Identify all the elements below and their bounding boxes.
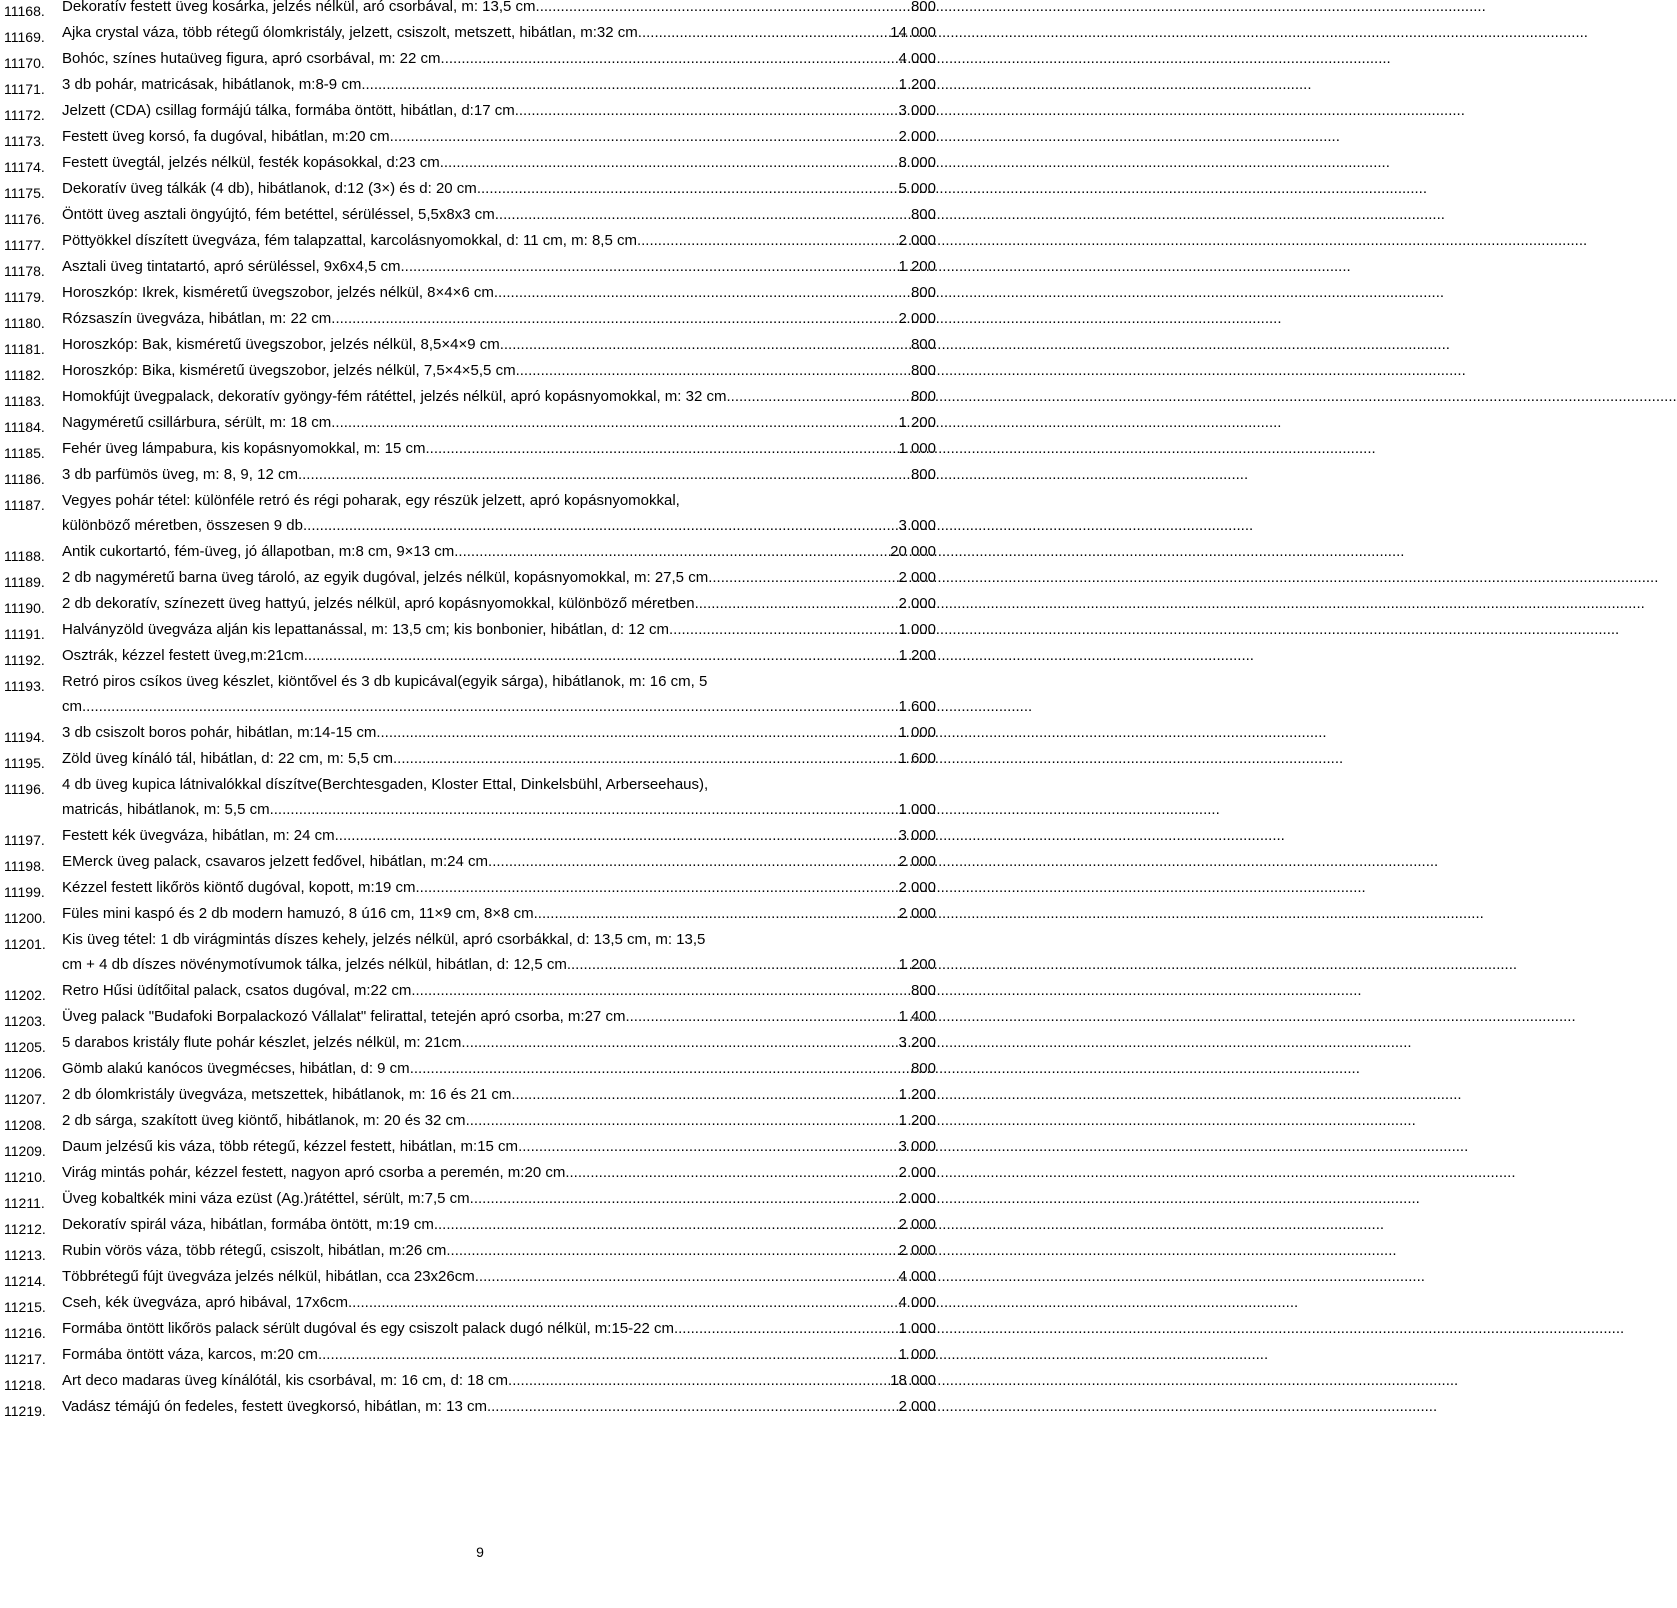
dot-leader bbox=[335, 823, 899, 848]
item-price: 2 000 bbox=[898, 232, 936, 249]
item-description: Festett üveg korsó, fa dugóval, hibátlan, m:20 cm bbox=[62, 128, 390, 145]
item-description: Rózsaszín üvegváza, hibátlan, m: 22 cm bbox=[62, 310, 332, 327]
item-price: 3 000 bbox=[898, 827, 936, 844]
item-description-line bbox=[62, 1108, 936, 1133]
item-price: 3 200 bbox=[898, 1034, 936, 1051]
item-description-line bbox=[62, 617, 936, 642]
item-description-line bbox=[62, 952, 936, 977]
item-number: 11214. bbox=[4, 1273, 46, 1289]
dot-leader bbox=[441, 46, 899, 71]
item-description-line bbox=[62, 1004, 936, 1029]
dot-leader bbox=[508, 1368, 890, 1393]
item-number: 11215. bbox=[4, 1299, 46, 1315]
dot-leader bbox=[488, 849, 898, 874]
item-description-line bbox=[62, 0, 936, 19]
item-description: Kis üveg tétel: 1 db virágmintás díszes kehely, jelzés nélkül, apró csorbákkal, d: 13,5 cm, m: 13,5 bbox=[62, 931, 706, 948]
dot-leader bbox=[411, 978, 911, 1003]
item-number: 11201. bbox=[4, 936, 46, 952]
item-number: 11170. bbox=[4, 55, 45, 71]
item-number: 11206. bbox=[4, 1065, 46, 1081]
item-price: 1 000 bbox=[898, 801, 936, 818]
item-price: 1 200 bbox=[898, 647, 936, 664]
item-number: 11193. bbox=[4, 678, 45, 694]
item-number: 11174. bbox=[4, 159, 45, 175]
item-number: 11198. bbox=[4, 858, 45, 874]
item-number: 11184. bbox=[4, 419, 45, 435]
dot-leader bbox=[487, 1394, 899, 1419]
dot-leader bbox=[461, 1030, 898, 1055]
item-description: Osztrák, kézzel festett üveg,m:21cm bbox=[62, 647, 304, 664]
item-description-line bbox=[62, 1082, 936, 1107]
item-description: 3 db pohár, matricásak, hibátlanok, m:8-9 cm bbox=[62, 76, 362, 93]
item-price: 2 000 bbox=[898, 905, 936, 922]
item-description-line bbox=[62, 1212, 936, 1237]
item-description: Festett üvegtál, jelzés nélkül, festék kopásokkal, d:23 cm bbox=[62, 154, 440, 171]
item-description-line bbox=[62, 150, 936, 175]
item-number: 11173. bbox=[4, 133, 45, 149]
item-price: 800 bbox=[910, 0, 936, 15]
item-description-line bbox=[62, 20, 936, 45]
dot-leader bbox=[516, 358, 911, 383]
dot-leader bbox=[298, 462, 911, 487]
item-description-line bbox=[62, 772, 936, 797]
dot-leader bbox=[511, 1082, 898, 1107]
item-number: 11211. bbox=[4, 1195, 45, 1211]
item-description-line bbox=[62, 978, 936, 1003]
dot-leader bbox=[426, 436, 899, 461]
item-description: Art deco madaras üveg kínálótál, kis csorbával, m: 16 cm, d: 18 cm bbox=[62, 1372, 509, 1389]
dot-leader bbox=[494, 280, 911, 305]
item-number: 11188. bbox=[4, 548, 45, 564]
dot-leader bbox=[410, 1056, 911, 1081]
dot-leader bbox=[376, 720, 898, 745]
item-description-line bbox=[62, 1056, 936, 1081]
item-price: 1 200 bbox=[898, 414, 936, 431]
item-price: 2 000 bbox=[898, 1164, 936, 1181]
item-number: 11208. bbox=[4, 1117, 46, 1133]
dot-leader bbox=[270, 797, 899, 822]
item-description: Asztali üveg tintatartó, apró sérüléssel, 9x6x4,5 cm bbox=[62, 258, 401, 275]
item-price: 4 000 bbox=[898, 1294, 936, 1311]
dot-leader bbox=[567, 952, 899, 977]
dot-leader bbox=[318, 1342, 899, 1367]
dot-leader bbox=[475, 1264, 899, 1289]
item-price: 800 bbox=[910, 206, 936, 223]
dot-leader bbox=[477, 176, 899, 201]
item-price: 1 200 bbox=[898, 1086, 936, 1103]
item-description-line bbox=[62, 1394, 936, 1419]
item-description-line bbox=[62, 539, 936, 564]
item-price: 2 000 bbox=[898, 1216, 936, 1233]
item-description: 2 db ólomkristály üvegváza, metszettek, hibátlanok, m: 16 és 21 cm bbox=[62, 1086, 512, 1103]
item-number: 11203. bbox=[4, 1013, 46, 1029]
item-price: 1 000 bbox=[898, 440, 936, 457]
item-description: Füles mini kaspó és 2 db modern hamuzó, 8 ú16 cm, 11×9 cm, 8×8 cm bbox=[62, 905, 534, 922]
item-price: 800 bbox=[910, 362, 936, 379]
item-description-line bbox=[62, 875, 936, 900]
item-description-line bbox=[62, 1316, 936, 1341]
item-price: 3 000 bbox=[898, 102, 936, 119]
item-description: 4 db üveg kupica látnivalókkal díszítve(Berchtesgaden, Kloster Ettal, Dinkelsbühl, Arberseehaus), bbox=[62, 776, 709, 793]
item-description-line bbox=[62, 1368, 936, 1393]
dot-leader bbox=[454, 539, 890, 564]
item-price: 800 bbox=[910, 388, 936, 405]
item-number: 11200. bbox=[4, 910, 46, 926]
item-number: 11197. bbox=[4, 832, 45, 848]
dot-leader bbox=[726, 384, 910, 409]
dot-leader bbox=[500, 332, 911, 357]
item-description-line bbox=[62, 410, 936, 435]
item-description-line bbox=[62, 694, 936, 719]
item-price: 1 400 bbox=[898, 1008, 936, 1025]
item-description: 2 db nagyméretű barna üveg tároló, az egyik dugóval, jelzés nélkül, kopásnyomokkal, m: 27,5 cm bbox=[62, 569, 709, 586]
item-description-line bbox=[62, 98, 936, 123]
dot-leader bbox=[446, 1238, 898, 1263]
item-description-line bbox=[62, 254, 936, 279]
item-number: 11207. bbox=[4, 1091, 46, 1107]
item-price: 2 000 bbox=[898, 1242, 936, 1259]
item-description-line bbox=[62, 643, 936, 668]
item-description: Festett kék üvegváza, hibátlan, m: 24 cm bbox=[62, 827, 335, 844]
dot-leader bbox=[331, 306, 898, 331]
item-number: 11209. bbox=[4, 1143, 46, 1159]
item-number: 11169. bbox=[4, 29, 45, 45]
item-number: 11195. bbox=[4, 755, 45, 771]
dot-leader bbox=[625, 1004, 898, 1029]
item-description-line bbox=[62, 901, 936, 926]
item-number: 11191. bbox=[4, 626, 45, 642]
dot-leader bbox=[708, 565, 898, 590]
dot-leader bbox=[390, 124, 899, 149]
item-description-line bbox=[62, 358, 936, 383]
item-number: 11181. bbox=[4, 341, 45, 357]
dot-leader bbox=[348, 1290, 898, 1315]
item-number: 11177. bbox=[4, 237, 45, 253]
item-description: Pöttyökkel díszített üvegváza, fém talapzattal, karcolásnyomokkal, d: 11 cm, m: 8,5 cm bbox=[62, 232, 637, 249]
item-price: 5 000 bbox=[898, 180, 936, 197]
item-description-line bbox=[62, 823, 936, 848]
item-description: Fehér üveg lámpabura, kis kopásnyomokkal, m: 15 cm bbox=[62, 440, 426, 457]
item-number: 11168. bbox=[4, 3, 45, 19]
item-price: 2 000 bbox=[898, 879, 936, 896]
item-description: Retro Hűsi üdítőital palack, csatos dugóval, m:22 cm bbox=[62, 982, 412, 999]
item-description: 3 db csiszolt boros pohár, hibátlan, m:14-15 cm bbox=[62, 724, 377, 741]
item-description-line bbox=[62, 306, 936, 331]
item-number: 11219. bbox=[4, 1403, 46, 1419]
dot-leader bbox=[495, 202, 911, 227]
item-price: 1 200 bbox=[898, 258, 936, 275]
item-description: Halványzöld üvegváza alján kis lepattanással, m: 13,5 cm; kis bonbonier, hibátlan, d: 12 cm bbox=[62, 621, 670, 638]
item-description: Öntött üveg asztali öngyújtó, fém betéttel, sérüléssel, 5,5x8x3 cm bbox=[62, 206, 495, 223]
item-description-line bbox=[62, 1264, 936, 1289]
dot-leader bbox=[401, 254, 899, 279]
item-description-continued: cm + 4 db díszes növénymotívumok tálka, jelzés nélkül, hibátlan, d: 12,5 cm bbox=[62, 956, 567, 973]
item-description: Formába öntött váza, karcos, m:20 cm bbox=[62, 1346, 318, 1363]
item-description: Üveg kobaltkék mini váza ezüst (Ag.)rátéttel, sérült, m:7,5 cm bbox=[62, 1190, 470, 1207]
item-number: 11183. bbox=[4, 393, 45, 409]
item-price: 2 000 bbox=[898, 595, 936, 612]
item-description: Dekoratív spirál váza, hibátlan, formába öntött, m:19 cm bbox=[62, 1216, 434, 1233]
item-description: Daum jelzésű kis váza, több rétegű, kézzel festett, hibátlan, m:15 cm bbox=[62, 1138, 519, 1155]
dot-leader bbox=[518, 1134, 898, 1159]
item-description: Dekoratív üveg tálkák (4 db), hibátlanok, d:12 (3×) és d: 20 cm bbox=[62, 180, 477, 197]
item-number: 11187. bbox=[4, 497, 45, 513]
item-price: 1 600 bbox=[898, 750, 936, 767]
item-number: 11217. bbox=[4, 1351, 46, 1367]
item-description: Vadász témájú ón fedeles, festett üvegkorsó, hibátlan, m: 13 cm bbox=[62, 1398, 487, 1415]
item-price: 4 000 bbox=[898, 50, 936, 67]
item-description-continued: különböző méretben, összesen 9 db bbox=[62, 517, 303, 534]
item-price: 2 000 bbox=[898, 853, 936, 870]
item-price: 800 bbox=[910, 284, 936, 301]
item-price: 800 bbox=[910, 336, 936, 353]
item-description: 5 darabos kristály flute pohár készlet, jelzés nélkül, m: 21cm bbox=[62, 1034, 462, 1051]
dot-leader bbox=[393, 746, 898, 771]
item-description: Homokfújt üvegpalack, dekoratív gyöngy-fém rátéttel, jelzés nélkül, apró kopásnyomokkal, m: 32 cm bbox=[62, 388, 727, 405]
item-description: Jelzett (CDA) csillag formájú tálka, formába öntött, hibátlan, d:17 cm bbox=[62, 102, 515, 119]
item-description-line bbox=[62, 927, 936, 952]
item-description-line bbox=[62, 176, 936, 201]
item-description-line bbox=[62, 202, 936, 227]
item-description: EMerck üveg palack, csavaros jelzett fedővel, hibátlan, m:24 cm bbox=[62, 853, 489, 870]
dot-leader bbox=[669, 617, 898, 642]
item-number: 11171. bbox=[4, 81, 45, 97]
item-description: Többrétegű fújt üvegváza jelzés nélkül, hibátlan, cca 23x26cm bbox=[62, 1268, 475, 1285]
item-number: 11196. bbox=[4, 781, 45, 797]
item-number: 11178. bbox=[4, 263, 45, 279]
item-price: 1 000 bbox=[898, 621, 936, 638]
dot-leader bbox=[536, 0, 911, 19]
item-description-continued: matricás, hibátlanok, m: 5,5 cm bbox=[62, 801, 270, 818]
item-number: 11192. bbox=[4, 652, 45, 668]
dot-leader bbox=[470, 1186, 899, 1211]
item-number: 11216. bbox=[4, 1325, 46, 1341]
item-description-line bbox=[62, 746, 936, 771]
item-number: 11194. bbox=[4, 729, 45, 745]
item-description: Cseh, kék üvegváza, apró hibával, 17x6cm bbox=[62, 1294, 348, 1311]
item-number: 11210. bbox=[4, 1169, 46, 1185]
item-number: 11189. bbox=[4, 574, 45, 590]
item-description: Üveg palack "Budafoki Borpalackozó Vállalat" felirattal, tetején apró csorba, m:27 cm bbox=[62, 1008, 626, 1025]
dot-leader bbox=[434, 1212, 899, 1237]
dot-leader bbox=[565, 1160, 898, 1185]
dot-leader bbox=[331, 410, 898, 435]
item-description-line bbox=[62, 669, 936, 694]
item-number: 11218. bbox=[4, 1377, 46, 1393]
dot-leader bbox=[440, 150, 899, 175]
item-price: 4 000 bbox=[898, 1268, 936, 1285]
item-number: 11179. bbox=[4, 289, 45, 305]
item-description-line bbox=[62, 1134, 936, 1159]
item-price: 800 bbox=[910, 1060, 936, 1077]
item-description: Antik cukortartó, fém-üveg, jó állapotban, m:8 cm, 9×13 cm bbox=[62, 543, 455, 560]
item-price: 1 000 bbox=[898, 724, 936, 741]
item-price: 1 000 bbox=[898, 1346, 936, 1363]
dot-leader bbox=[695, 591, 899, 616]
item-description-line bbox=[62, 72, 936, 97]
item-number: 11175. bbox=[4, 185, 45, 201]
item-number: 11172. bbox=[4, 107, 45, 123]
item-price: 1 200 bbox=[898, 956, 936, 973]
item-description-line bbox=[62, 46, 936, 71]
dot-leader bbox=[361, 72, 898, 97]
item-description: Gömb alakú kanócos üvegmécses, hibátlan, d: 9 cm bbox=[62, 1060, 410, 1077]
item-description: Virág mintás pohár, kézzel festett, nagyon apró csorba a peremén, m:20 cm bbox=[62, 1164, 566, 1181]
item-price: 2 000 bbox=[898, 569, 936, 586]
item-number: 11176. bbox=[4, 211, 45, 227]
item-price: 2 000 bbox=[898, 128, 936, 145]
item-description-line bbox=[62, 565, 936, 590]
dot-leader bbox=[304, 643, 899, 668]
item-description: Horoszkóp: Ikrek, kisméretű üvegszobor, jelzés nélkül, 8×4×6 cm bbox=[62, 284, 494, 301]
item-number: 11180. bbox=[4, 315, 45, 331]
item-number: 11186. bbox=[4, 471, 45, 487]
item-description: Retró piros csíkos üveg készlet, kiöntővel és 3 db kupicával(egyik sárga), hibátlanok, m: 16 cm, 5 bbox=[62, 673, 708, 690]
item-description-line bbox=[62, 591, 936, 616]
item-description: Ajka crystal váza, több rétegű ólomkristály, jelzett, csiszolt, metszett, hibátlan, m:32 cm bbox=[62, 24, 638, 41]
item-price: 14 000 bbox=[890, 24, 936, 41]
item-price: 800 bbox=[910, 982, 936, 999]
item-description-line bbox=[62, 513, 936, 538]
item-price: 1 200 bbox=[898, 76, 936, 93]
item-price: 3 000 bbox=[898, 1138, 936, 1155]
item-price: 3 000 bbox=[898, 517, 936, 534]
dot-leader bbox=[82, 694, 898, 719]
item-price: 2 000 bbox=[898, 1190, 936, 1207]
item-description: Horoszkóp: Bak, kisméretű üvegszobor, jelzés nélkül, 8,5×4×9 cm bbox=[62, 336, 500, 353]
item-description: Horoszkóp: Bika, kisméretű üvegszobor, jelzés nélkül, 7,5×4×5,5 cm bbox=[62, 362, 516, 379]
item-description-line bbox=[62, 1342, 936, 1367]
item-number: 11213. bbox=[4, 1247, 46, 1263]
item-price: 20 000 bbox=[890, 543, 936, 560]
item-price: 2 000 bbox=[898, 1398, 936, 1415]
dot-leader bbox=[416, 875, 899, 900]
item-number: 11212. bbox=[4, 1221, 46, 1237]
item-description: 3 db parfümös üveg, m: 8, 9, 12 cm bbox=[62, 466, 298, 483]
item-description: Vegyes pohár tétel: különféle retró és régi poharak, egy részük jelzett, apró kopásnyomokkal, bbox=[62, 492, 680, 509]
item-number: 11190. bbox=[4, 600, 45, 616]
item-description-line bbox=[62, 1238, 936, 1263]
item-description-line bbox=[62, 488, 936, 513]
dot-leader bbox=[466, 1108, 899, 1133]
item-description: Bohóc, színes hutaüveg figura, apró csorbával, m: 22 cm bbox=[62, 50, 441, 67]
item-description-line bbox=[62, 1290, 936, 1315]
dot-leader bbox=[515, 98, 899, 123]
item-description: 2 db dekoratív, színezett üveg hattyú, jelzés nélkül, apró kopásnyomokkal, különböző méretben bbox=[62, 595, 695, 612]
item-description-line bbox=[62, 332, 936, 357]
item-description: 2 db sárga, szakított üveg kiöntő, hibátlanok, m: 20 és 32 cm bbox=[62, 1112, 466, 1129]
item-number: 11182. bbox=[4, 367, 45, 383]
page-number: 9 bbox=[476, 1544, 484, 1560]
dot-leader bbox=[674, 1316, 898, 1341]
item-description-line bbox=[62, 1030, 936, 1055]
item-number: 11185. bbox=[4, 445, 45, 461]
item-description: Kézzel festett likőrös kiöntő dugóval, kopott, m:19 cm bbox=[62, 879, 416, 896]
item-number: 11202. bbox=[4, 987, 46, 1003]
item-description-line bbox=[62, 720, 936, 745]
item-description-line bbox=[62, 228, 936, 253]
item-description-line bbox=[62, 797, 936, 822]
item-description-line bbox=[62, 280, 936, 305]
item-description-continued: cm bbox=[62, 698, 82, 715]
item-description-line bbox=[62, 436, 936, 461]
item-number: 11199. bbox=[4, 884, 45, 900]
item-description-line bbox=[62, 384, 936, 409]
item-description: Dekoratív festett üveg kosárka, jelzés nélkül, aró csorbával, m: 13,5 cm bbox=[62, 0, 536, 15]
item-description: Nagyméretű csillárbura, sérült, m: 18 cm bbox=[62, 414, 332, 431]
item-description: Zöld üveg kínáló tál, hibátlan, d: 22 cm, m: 5,5 cm bbox=[62, 750, 393, 767]
item-description-line bbox=[62, 1160, 936, 1185]
item-description: Formába öntött likőrös palack sérült dugóval és egy csiszolt palack dugó nélkül, m:15-22 cm bbox=[62, 1320, 674, 1337]
item-description: Rubin vörös váza, több rétegű, csiszolt, hibátlan, m:26 cm bbox=[62, 1242, 447, 1259]
dot-leader bbox=[637, 228, 898, 253]
item-price: 8 000 bbox=[898, 154, 936, 171]
item-description-line bbox=[62, 462, 936, 487]
item-price: 800 bbox=[910, 466, 936, 483]
dot-leader bbox=[534, 901, 899, 926]
item-description-line bbox=[62, 849, 936, 874]
item-price: 1 200 bbox=[898, 1112, 936, 1129]
dot-leader bbox=[638, 20, 890, 45]
item-price: 1 000 bbox=[898, 1320, 936, 1337]
item-description-line bbox=[62, 1186, 936, 1211]
item-number: 11205. bbox=[4, 1039, 46, 1055]
item-price: 1 600 bbox=[898, 698, 936, 715]
item-price: 2 000 bbox=[898, 310, 936, 327]
dot-leader bbox=[303, 513, 898, 538]
item-description-line bbox=[62, 124, 936, 149]
item-price: 18 000 bbox=[890, 1372, 936, 1389]
